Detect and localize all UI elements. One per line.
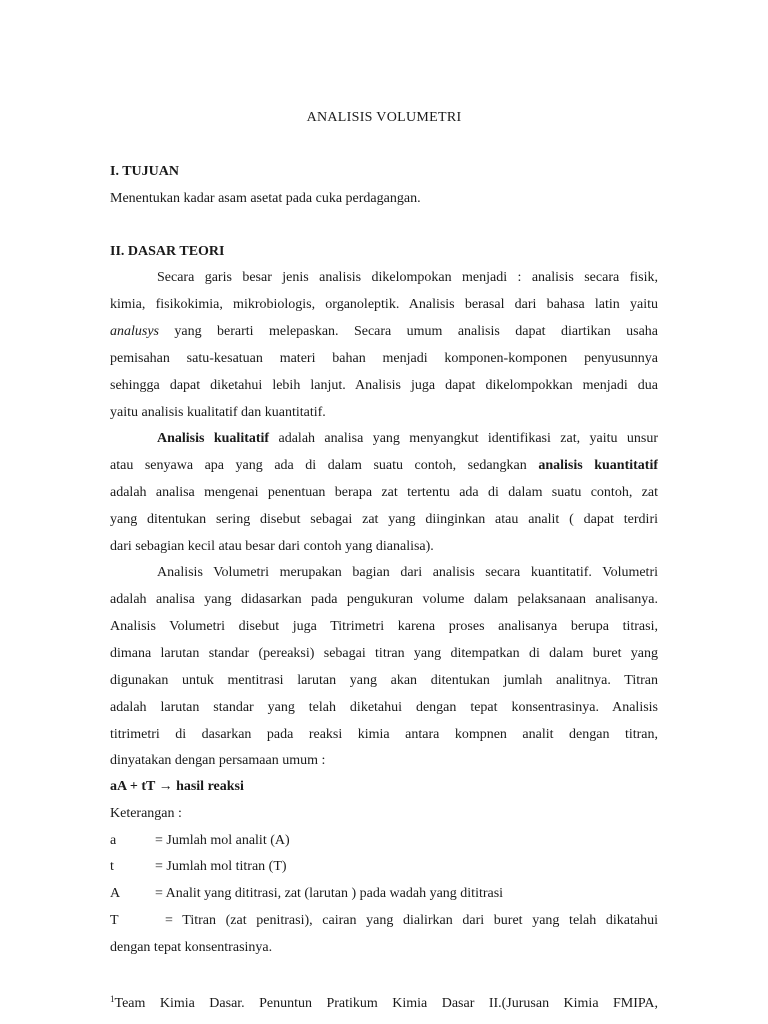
paragraph-line: Analisis Volumetri disebut juga Titrimetri karena proses analisanya berupa titrasi, — [110, 619, 658, 634]
footnote-text: Team Kimia Dasar. Penuntun Pratikum Kimia Dasar II.(Jurusan Kimia FMIPA, — [114, 996, 658, 1011]
latin-term: analusys — [110, 324, 159, 339]
paragraph-line: adalah larutan standar yang telah diketahui dengan tepat konsentrasinya. Analisis — [110, 700, 658, 715]
paragraph-line: titrimetri di dasarkan pada reaksi kimia antara kompnen analit dengan titran, — [110, 727, 658, 742]
bold-term-kualitatif: Analisis kualitatif — [157, 431, 270, 446]
keterangan-desc: = Analit yang dititrasi, zat (larutan ) pada wadah yang dititrasi — [155, 886, 504, 901]
paragraph-line: yang ditentukan sering disebut sebagai zat yang diinginkan atau analit ( dapat terdiri — [110, 512, 658, 527]
bold-term-kuantitatif: analisis kuantitatif — [538, 458, 658, 473]
paragraph-line — [110, 458, 658, 478]
keterangan-label: Keterangan : — [110, 806, 182, 821]
paragraph-line-text: yang berarti melepaskan. Secara umum analisis dapat diartikan usaha — [174, 324, 658, 339]
paragraph-line: Analisis Volumetri merupakan bagian dari analisis secara kuantitatif. Volumetri — [157, 565, 658, 580]
paragraph-line: pemisahan satu-kesatuan materi bahan menjadi komponen-komponen penyusunnya — [110, 351, 658, 366]
paragraph-line: dari sebagian kecil atau besar dari contoh yang dianalisa). — [110, 539, 434, 554]
keterangan-symbol: A — [110, 886, 121, 901]
section-heading-dasar-teori: II. DASAR TEORI — [110, 244, 225, 259]
keterangan-desc: = Jumlah mol titran (T) — [155, 859, 287, 874]
keterangan-desc: = Jumlah mol analit (A) — [155, 833, 290, 848]
tujuan-text: Menentukan kadar asam asetat pada cuka perdagangan. — [110, 191, 421, 206]
paragraph-line: dimana larutan standar (pereaksi) sebagai titran yang ditempatkan di dalam buret yang — [110, 646, 658, 661]
paragraph-line-text: adalah analisa yang menyangkut identifikasi zat, yaitu unsur — [278, 431, 658, 446]
document-title: ANALISIS VOLUMETRI — [306, 110, 462, 125]
footnote-mark: 1 — [110, 994, 115, 1004]
paragraph-line — [157, 431, 658, 451]
keterangan-symbol: T — [110, 913, 119, 928]
paragraph-line: adalah analisa mengenai penentuan berapa zat tertentu ada di dalam suatu contoh, zat — [110, 485, 658, 500]
section-heading-tujuan: I. TUJUAN — [110, 164, 179, 179]
footnote — [110, 994, 658, 1014]
reaction-equation: aA + tT → hasil reaksi — [110, 779, 244, 794]
paragraph-line: digunakan untuk mentitrasi larutan yang akan ditentukan jumlah analitnya. Titran — [110, 673, 658, 688]
paragraph-line: dinyatakan dengan persamaan umum : — [110, 753, 326, 768]
keterangan-symbol: a — [110, 833, 117, 848]
paragraph-line — [110, 324, 658, 344]
keterangan-desc-continued: dengan tepat konsentrasinya. — [110, 940, 273, 955]
paragraph-line: adalah analisa yang didasarkan pada pengukuran volume dalam pelaksanaan analisanya. — [110, 592, 658, 607]
paragraph-line: Secara garis besar jenis analisis dikelompokan menjadi : analisis secara fisik, — [157, 270, 658, 285]
paragraph-line-text: atau senyawa apa yang ada di dalam suatu contoh, sedangkan — [110, 458, 527, 473]
keterangan-desc: = Titran (zat penitrasi), cairan yang dialirkan dari buret yang telah dikatahui — [165, 913, 658, 928]
keterangan-symbol: t — [110, 859, 114, 874]
paragraph-line: sehingga dapat diketahui lebih lanjut. Analisis juga dapat dikelompokkan menjadi dua — [110, 378, 658, 393]
paragraph-line: kimia, fisikokimia, mikrobiologis, organoleptik. Analisis berasal dari bahasa latin yaitu — [110, 297, 658, 312]
paragraph-line: yaitu analisis kualitatif dan kuantitatif. — [110, 405, 326, 420]
